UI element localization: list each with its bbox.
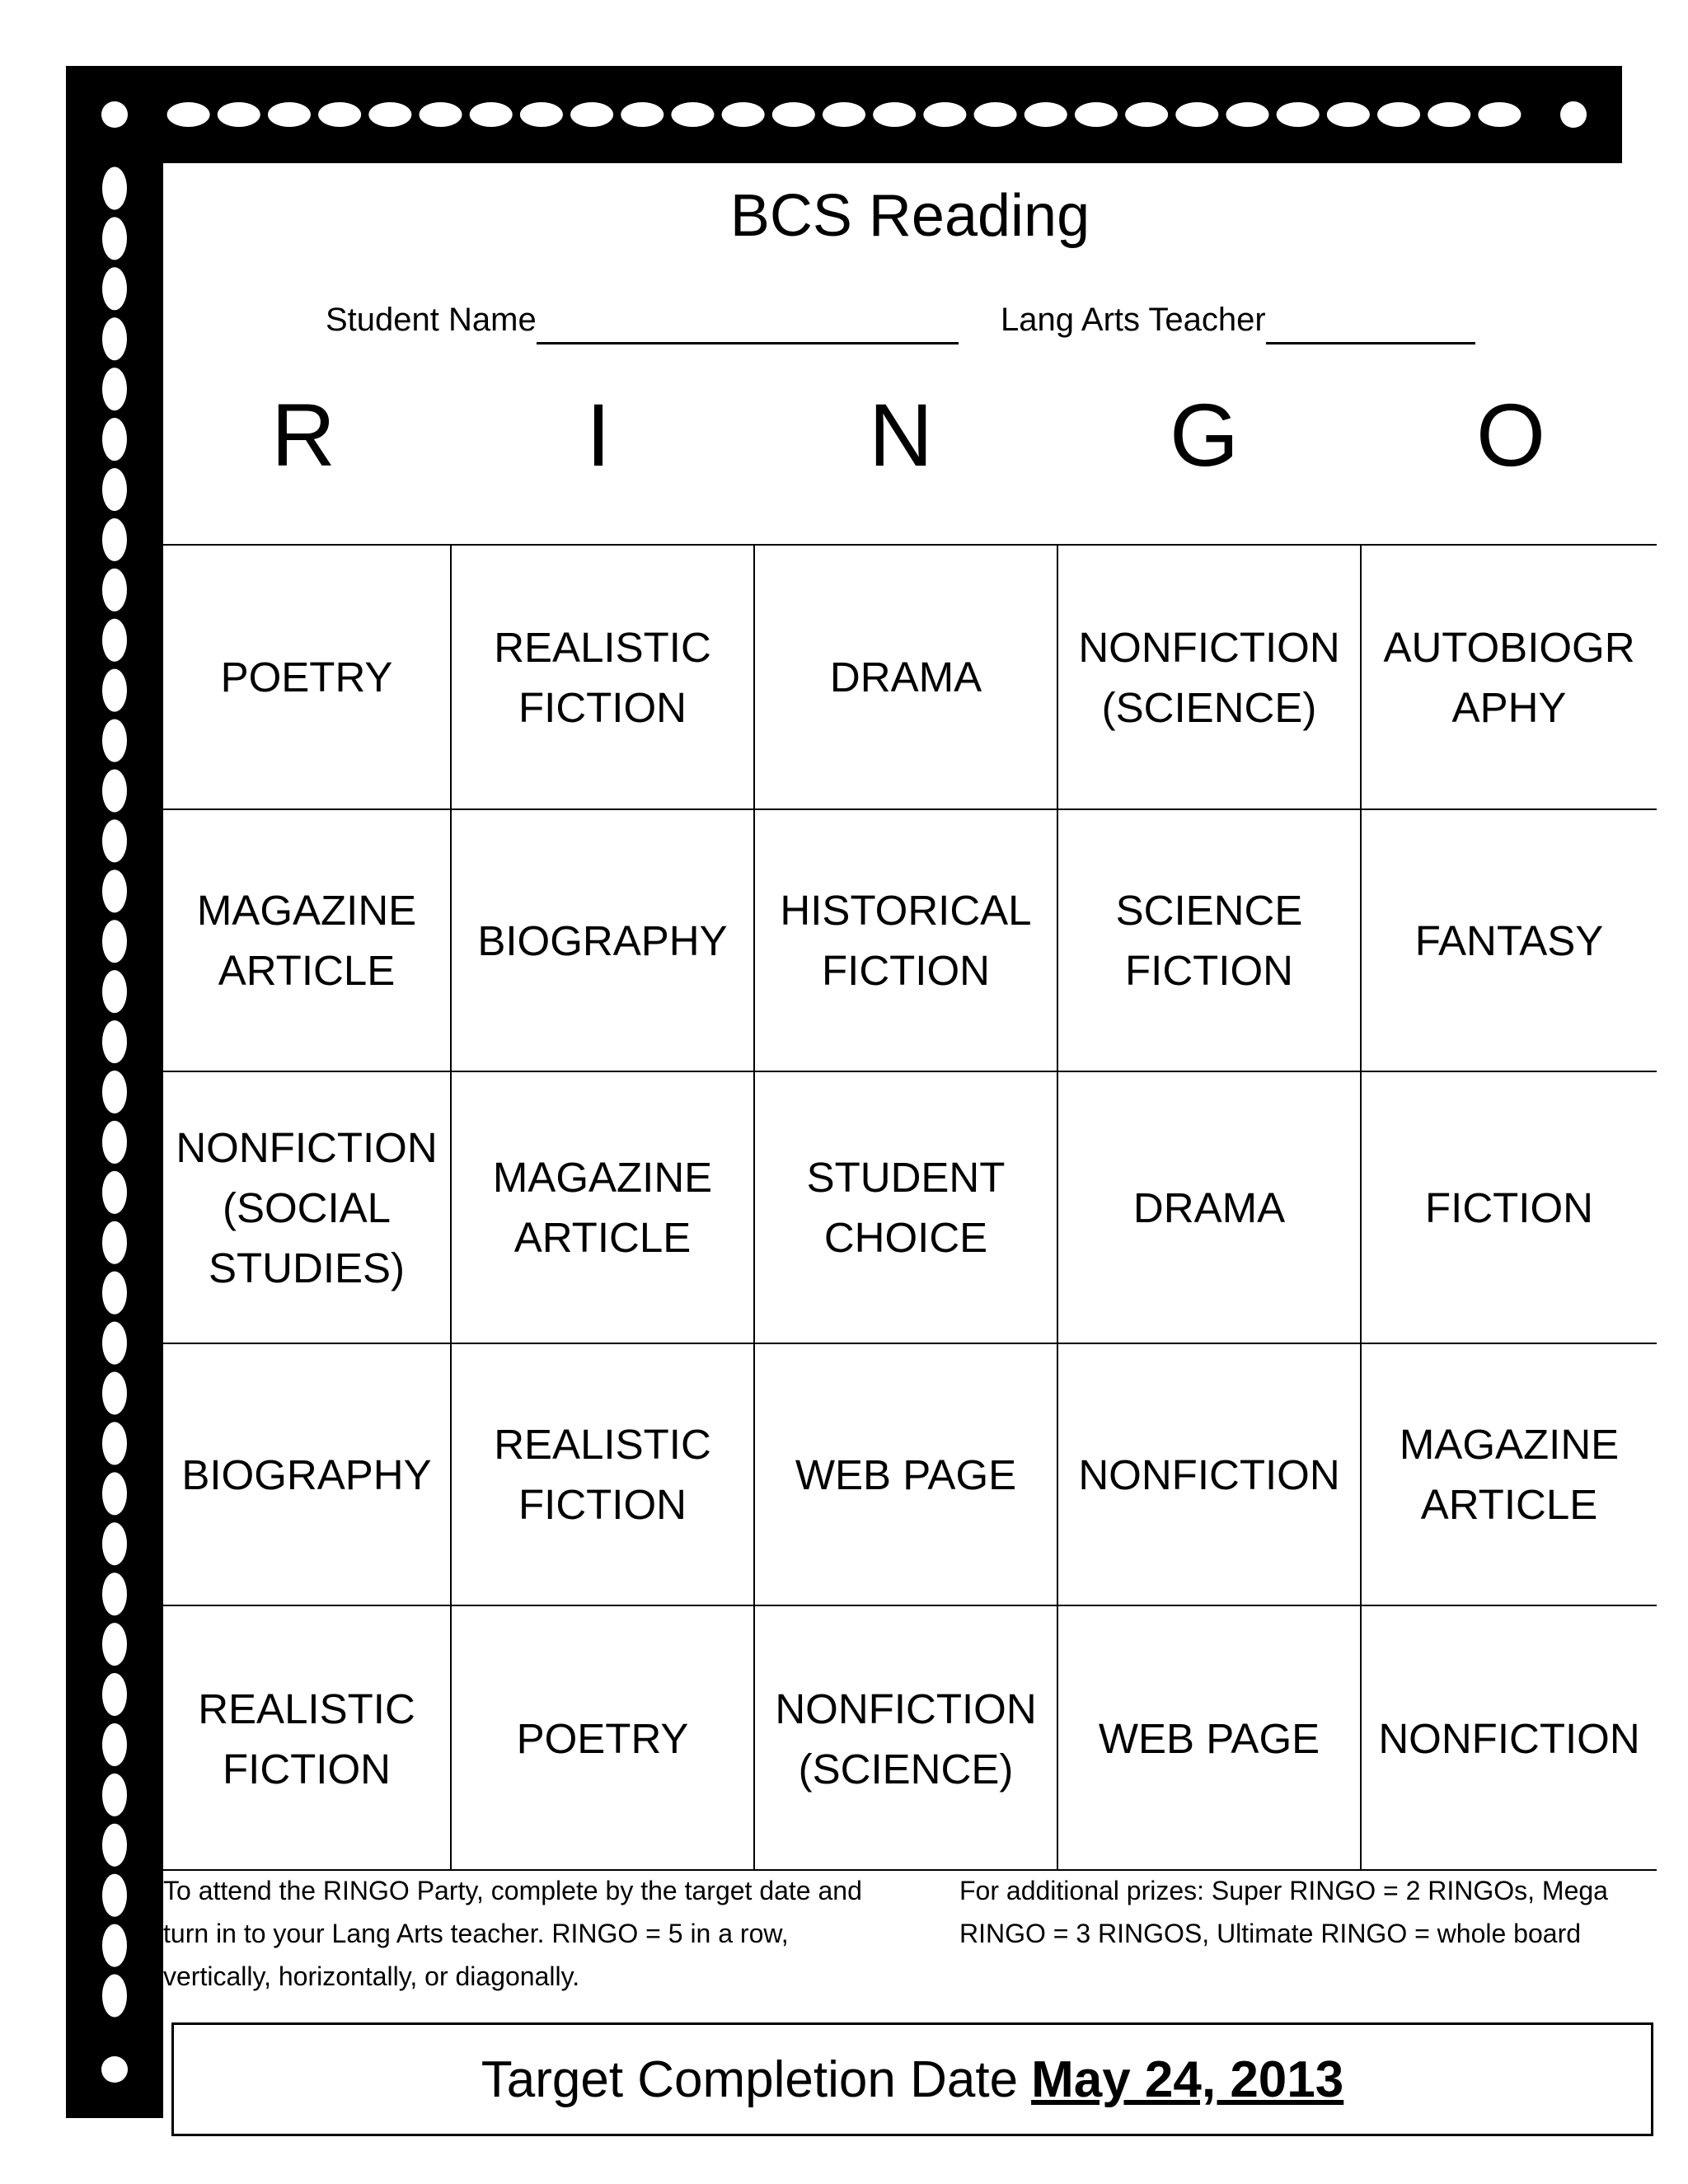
border-dot	[102, 1071, 127, 1113]
teacher-blank[interactable]	[1266, 304, 1475, 344]
border-dot	[873, 102, 916, 127]
target-date-box	[171, 2022, 1653, 2136]
instructions-text: To attend the RINGO Party, complete by the target date and turn in to your Lang Arts teacher. RINGO = 5 in a row, vertically, horizontally, or diagonally.	[163, 1876, 862, 1991]
border-dot	[102, 317, 127, 360]
border-dot	[102, 1422, 127, 1465]
border-dot	[102, 518, 127, 561]
border-dot	[102, 970, 127, 1013]
prizes-text: For additional prizes: Super RINGO = 2 RINGOs, Mega RINGO = 3 RINGOS, Ultimate RINGO = whole board	[959, 1876, 1608, 1948]
border-dot	[520, 102, 563, 127]
teacher-field[interactable]	[1001, 295, 1475, 344]
border-dot	[268, 102, 311, 127]
target-label: Target Completion Date	[481, 2050, 1019, 2108]
grid-cell[interactable]: STUDENT CHOICE	[755, 1072, 1058, 1344]
border-dot	[621, 102, 663, 127]
page-title: BCS Reading	[729, 183, 1090, 249]
border-dot	[470, 102, 513, 127]
grid-cell[interactable]: MAGAZINE ARTICLE	[163, 810, 452, 1072]
letter-g: G	[1169, 385, 1239, 485]
border-dot	[102, 719, 127, 762]
border-dot	[102, 1924, 127, 1967]
border-dot	[102, 920, 127, 963]
border-dot	[102, 769, 127, 812]
grid-cell[interactable]: WEB PAGE	[755, 1344, 1058, 1606]
border-dot	[102, 619, 127, 662]
grid-cell[interactable]: FICTION	[1362, 1072, 1657, 1344]
border-dot	[102, 1472, 127, 1515]
border-dot	[772, 102, 815, 127]
student-name-blank[interactable]	[537, 304, 959, 344]
border-dot	[102, 1975, 127, 2018]
grid-cell[interactable]: REALISTIC FICTION	[163, 1606, 452, 1871]
border-dot	[722, 102, 765, 127]
border-dot	[102, 166, 127, 209]
grid-cell[interactable]: REALISTIC FICTION	[452, 546, 755, 810]
student-name-label: Student Name	[326, 302, 537, 338]
border-dot	[102, 1673, 127, 1716]
border-dot	[1428, 102, 1470, 127]
border-dot	[102, 1522, 127, 1565]
border-dot	[1327, 102, 1370, 127]
border-dot	[102, 1221, 127, 1264]
border-dot	[102, 569, 127, 612]
border-dot	[102, 869, 127, 912]
border-dot	[823, 102, 865, 127]
teacher-label: Lang Arts Teacher	[1001, 302, 1266, 338]
grid-cell[interactable]: HISTORICAL FICTION	[755, 810, 1058, 1072]
border-dot	[974, 102, 1017, 127]
border-dot	[420, 102, 462, 127]
border-dot	[102, 1372, 127, 1415]
border-dot	[167, 102, 210, 127]
border-dot	[102, 418, 127, 461]
grid-cell[interactable]: NONFICTION (SCIENCE)	[755, 1606, 1058, 1871]
grid-cell[interactable]: DRAMA	[755, 546, 1058, 810]
border-dot	[102, 468, 127, 511]
border-dot	[102, 267, 127, 310]
letter-o: O	[1475, 385, 1545, 485]
border-dot	[671, 102, 714, 127]
border-dot	[102, 1572, 127, 1615]
border-dot	[102, 368, 127, 410]
grid-cell[interactable]: DRAMA	[1058, 1072, 1362, 1344]
border-dot	[318, 102, 361, 127]
grid-cell[interactable]: BIOGRAPHY	[452, 810, 755, 1072]
border-dot	[102, 1171, 127, 1214]
grid-cell[interactable]: SCIENCE FICTION	[1058, 810, 1362, 1072]
dotted-border-frame	[66, 66, 1640, 2118]
letter-r: R	[271, 385, 335, 485]
target-date: May 24, 2013	[1031, 2050, 1344, 2108]
border-dot	[102, 819, 127, 862]
grid-cell[interactable]: NONFICTION (SOCIAL STUDIES)	[163, 1072, 452, 1344]
border-dot	[1377, 102, 1420, 127]
border-dot	[1075, 102, 1118, 127]
border-dot	[1125, 102, 1168, 127]
letter-n: N	[869, 385, 933, 485]
border-dot	[1478, 102, 1521, 127]
border-dot	[570, 102, 613, 127]
letter-i: I	[585, 385, 611, 485]
border-dot	[102, 669, 127, 712]
grid-cell[interactable]: WEB PAGE	[1058, 1606, 1362, 1871]
bingo-sheet	[163, 163, 1657, 2153]
border-dot	[102, 217, 127, 260]
border-dot	[1277, 102, 1320, 127]
grid-cell[interactable]: REALISTIC FICTION	[452, 1344, 755, 1606]
border-dot	[102, 1121, 127, 1164]
border-dot	[102, 1774, 127, 1816]
grid-cell[interactable]: BIOGRAPHY	[163, 1344, 452, 1606]
border-dot	[368, 102, 411, 127]
border-dot	[102, 1824, 127, 1867]
border-dot	[1560, 101, 1587, 128]
grid-cell[interactable]: NONFICTION (SCIENCE)	[1058, 546, 1362, 810]
border-dot	[1025, 102, 1067, 127]
student-name-field[interactable]	[326, 295, 959, 344]
grid-cell[interactable]: FANTASY	[1362, 810, 1657, 1072]
grid-cell[interactable]: NONFICTION	[1378, 1715, 1640, 1762]
border-dot	[101, 101, 128, 128]
grid-cell[interactable]: NONFICTION	[1058, 1344, 1362, 1606]
border-dot	[102, 1020, 127, 1063]
border-dot	[218, 102, 260, 127]
border-dot	[102, 1874, 127, 1917]
border-dot	[102, 1322, 127, 1365]
border-dot	[102, 1623, 127, 1666]
border-dot	[102, 1723, 127, 1766]
border-dot	[1175, 102, 1218, 127]
grid-cell[interactable]: POETRY	[163, 546, 452, 810]
grid-cell[interactable]: MAGAZINE ARTICLE	[1362, 1344, 1657, 1606]
ringo-grid	[163, 544, 1657, 1871]
border-dot	[102, 1272, 127, 1315]
border-dot	[101, 2056, 128, 2083]
grid-cell[interactable]: AUTOBIOGR APHY	[1362, 546, 1657, 810]
border-dot	[1226, 102, 1268, 127]
border-dot	[923, 102, 966, 127]
grid-cell[interactable]: POETRY	[452, 1606, 755, 1871]
grid-cell[interactable]: MAGAZINE ARTICLE	[452, 1072, 755, 1344]
